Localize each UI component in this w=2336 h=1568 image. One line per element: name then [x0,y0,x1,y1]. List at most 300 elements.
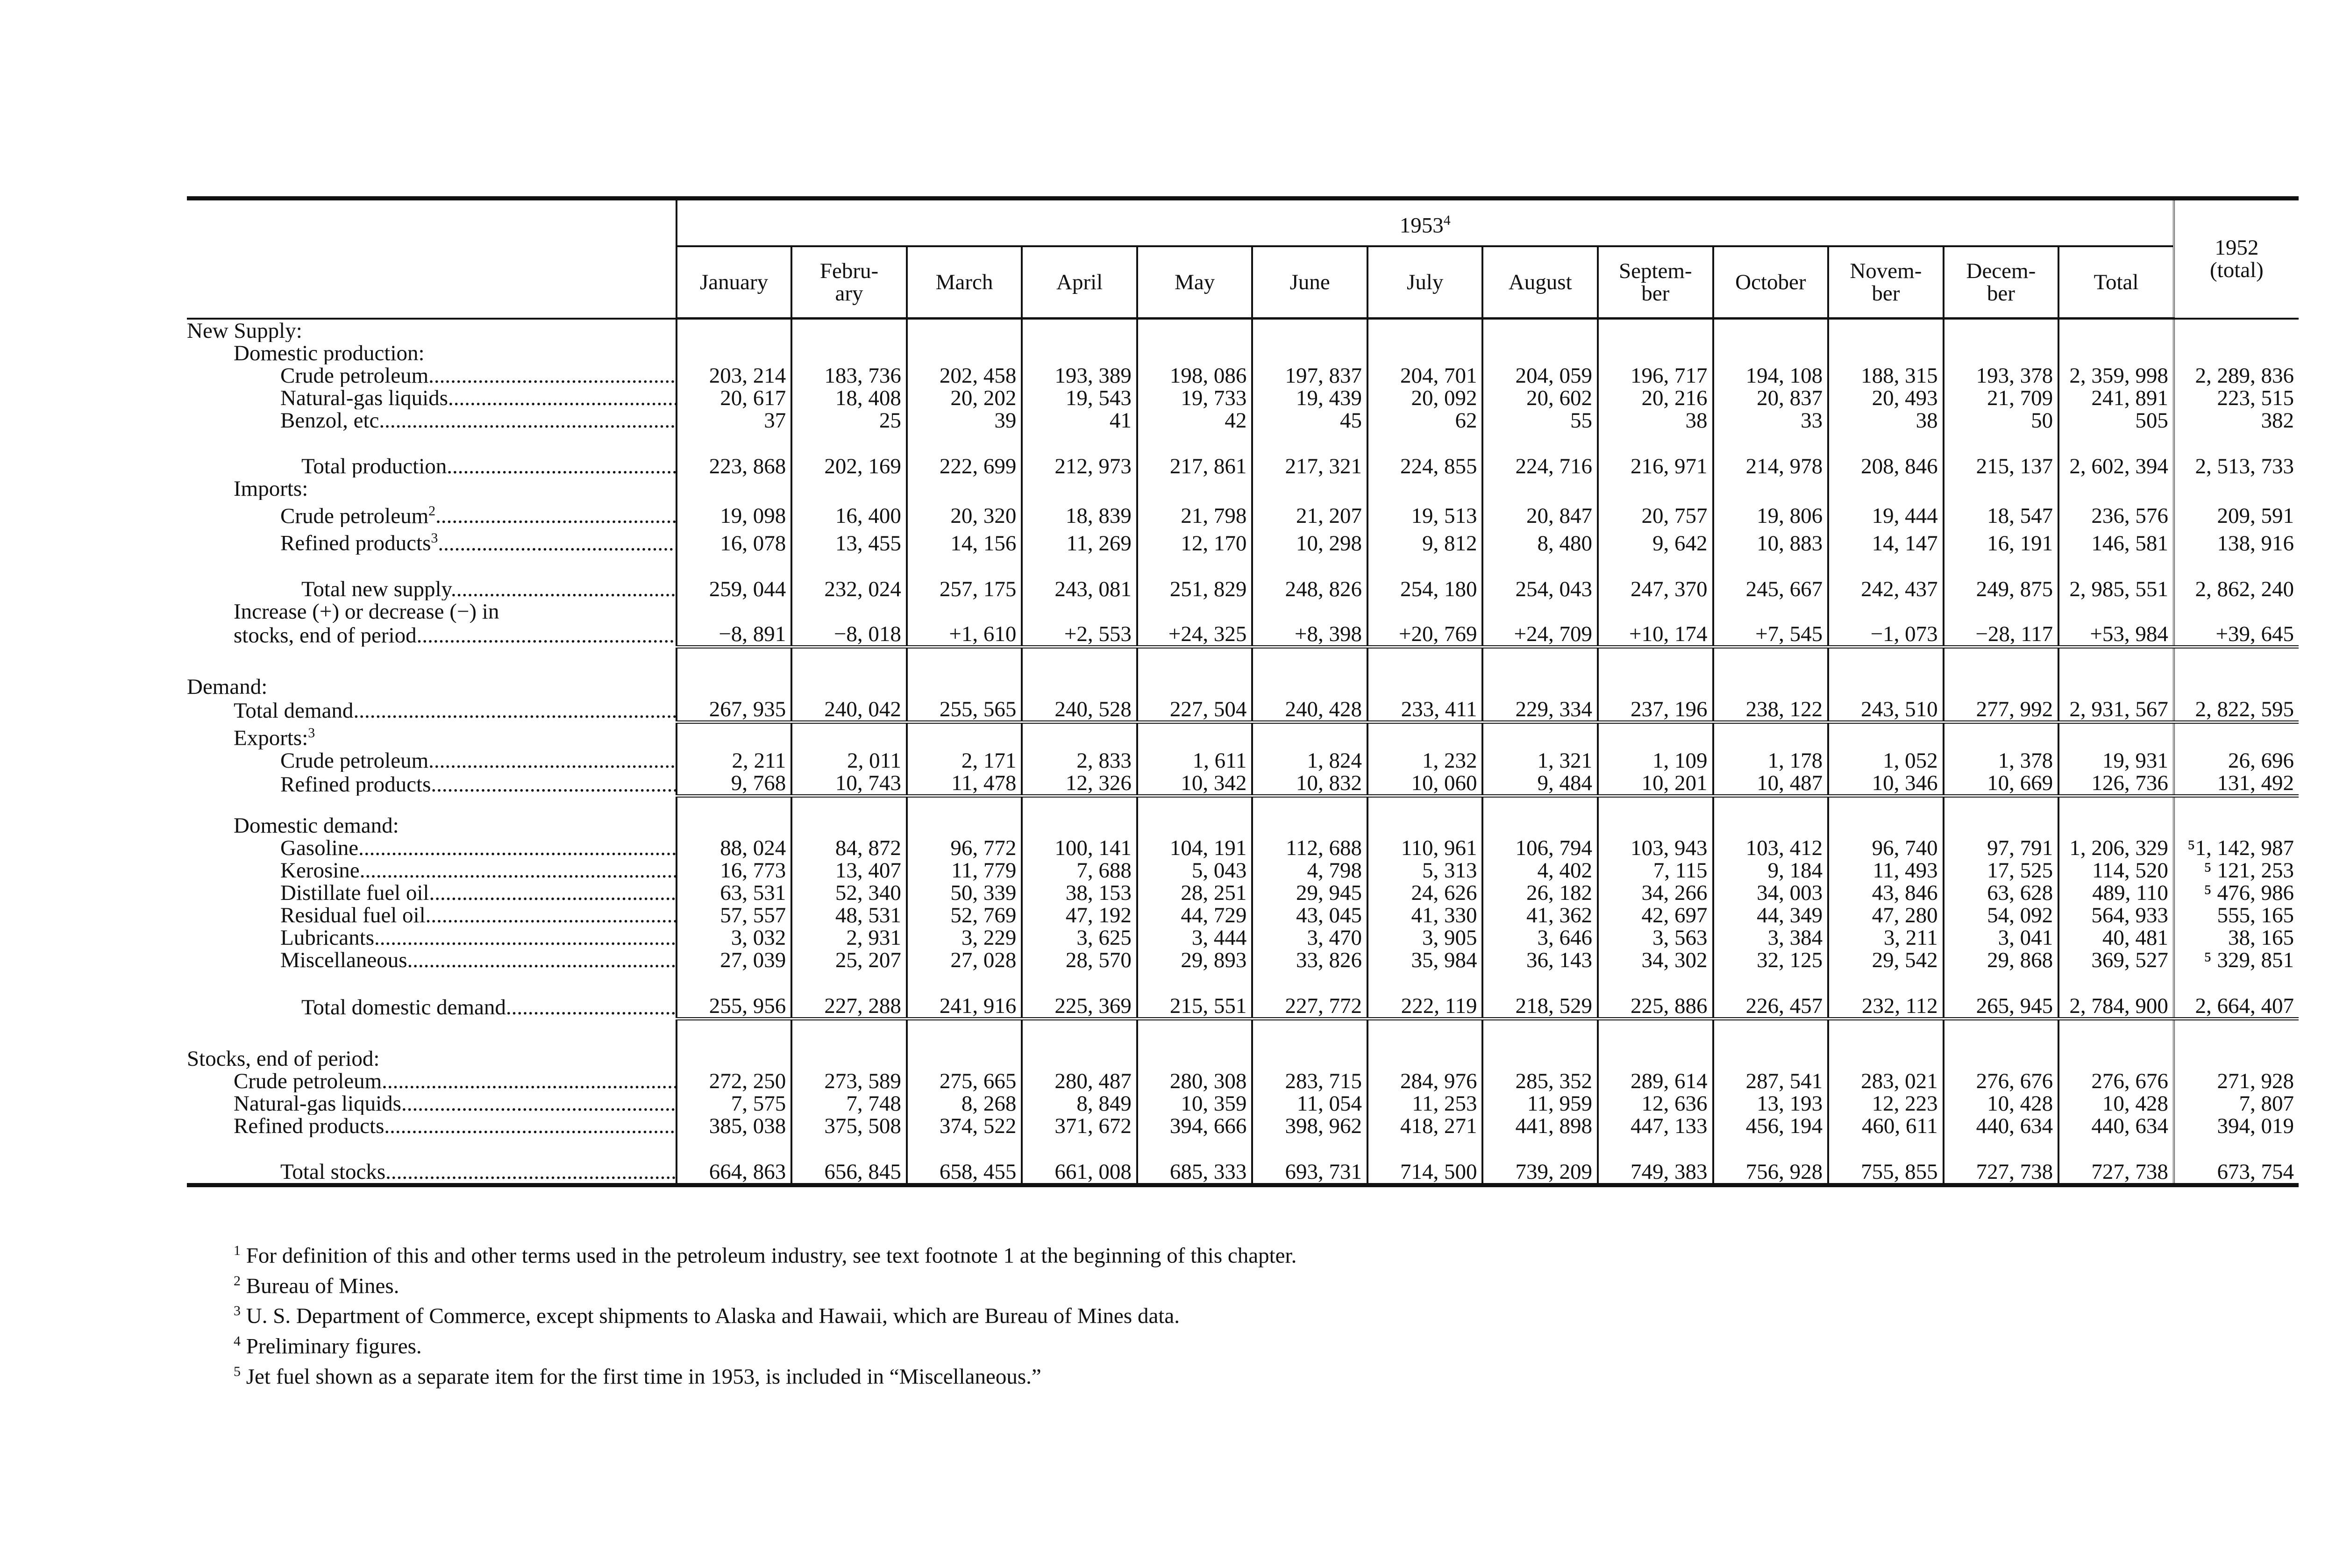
table-cell: 50 [1944,409,2059,432]
spacer-cell [1482,971,1598,988]
month-header-12 [2058,246,2174,319]
spacer-cell [791,796,907,814]
table-cell: 29, 893 [1137,949,1253,971]
table-cell [1022,342,1137,364]
table-cell [2174,319,2299,342]
table-cell [2174,676,2299,698]
table-cell: 63, 628 [1944,882,2059,904]
table-cell: 41 [1022,409,1137,432]
table-cell [1022,478,1137,500]
spacer-cell [1252,1019,1367,1048]
spacer-cell [907,971,1022,988]
table-cell: 40, 481 [2058,927,2174,949]
footnotes [234,1238,1296,1389]
table-cell [1022,722,1137,749]
row-label [187,904,677,927]
table-cell: 661, 008 [1022,1154,1137,1185]
table-cell: 272, 250 [677,1070,792,1092]
table-cell: 385, 038 [677,1115,792,1137]
table-row [187,882,2299,904]
table-cell [2174,814,2299,837]
table-row [187,364,2299,387]
table-row [187,623,2299,647]
month-header-4 [1137,246,1253,319]
table-cell: 273, 589 [791,1070,907,1092]
table-cell [1713,814,1829,837]
table-cell: 38, 165 [2174,927,2299,949]
table-cell: 44, 349 [1713,904,1829,927]
statistics-table-container [187,196,2299,1187]
table-cell: 12, 170 [1137,527,1253,555]
table-cell: 217, 321 [1252,449,1367,478]
spacer-cell [2174,1019,2299,1048]
month-header-label: October [1735,270,1806,294]
table-cell [907,676,1022,698]
table-cell [2174,342,2299,364]
table-cell [2058,676,2174,698]
table-cell: 249, 875 [1944,571,2059,600]
spacer-row [187,555,2299,571]
table-cell: 2, 833 [1022,749,1137,772]
table-cell: 223, 515 [2174,387,2299,409]
table-cell: 12, 636 [1598,1092,1713,1115]
table-cell [1944,1048,2059,1070]
table-cell: 44, 729 [1137,904,1253,927]
table-cell: 10, 487 [1713,772,1829,796]
table-cell [1598,600,1713,623]
month-header-label: July [1407,270,1444,294]
table-cell: 20, 493 [1828,387,1944,409]
table-cell: 225, 369 [1022,988,1137,1019]
table-cell: 11, 253 [1367,1092,1483,1115]
table-cell: 215, 551 [1137,988,1253,1019]
table-cell: 126, 736 [2058,772,2174,796]
table-cell: 259, 044 [677,571,792,600]
spacer-cell [1367,1019,1483,1048]
leader-dots [353,698,676,722]
spacer-cell [1828,1137,1944,1154]
footnote-text: Jet fuel shown as a separate item for the first time in 1953, is included in “Miscellaneous.” [246,1364,1041,1389]
spacer-cell [1367,555,1483,571]
table-cell: 20, 202 [907,387,1022,409]
row-label [187,1048,677,1070]
table-cell [1828,342,1944,364]
table-cell [1367,600,1483,623]
table-cell: 1, 611 [1137,749,1253,772]
table-cell [1598,478,1713,500]
table-cell: 224, 855 [1367,449,1483,478]
table-cell: 232, 112 [1828,988,1944,1019]
table-cell [791,478,907,500]
table-cell: 7, 688 [1022,859,1137,882]
table-cell: 240, 042 [791,698,907,722]
leader-dots [447,454,676,478]
table-cell [1713,600,1829,623]
table-cell [677,478,792,500]
spacer-cell [1713,432,1829,449]
table-cell [1252,722,1367,749]
table-cell: 673, 754 [2174,1154,2299,1185]
table-cell: 441, 898 [1482,1115,1598,1137]
leader-dots [429,882,677,904]
table-cell: 1, 824 [1252,749,1367,772]
table-cell: +24, 325 [1137,623,1253,647]
table-cell: 19, 439 [1252,387,1367,409]
table-cell: 28, 570 [1022,949,1137,971]
table-cell: 727, 738 [1944,1154,2059,1185]
table-cell: 1, 052 [1828,749,1944,772]
table-cell: +24, 709 [1482,623,1598,647]
month-header-9 [1713,246,1829,319]
table-cell [1252,676,1367,698]
table-cell: 216, 971 [1598,449,1713,478]
spacer-cell [907,432,1022,449]
table-cell: 3, 229 [907,927,1022,949]
row-label [187,949,677,971]
table-cell: 21, 798 [1137,500,1253,527]
table-cell: 255, 956 [677,988,792,1019]
month-header-label: Novem- ber [1850,259,1922,306]
leader-dots [506,995,677,1019]
table-cell: 84, 872 [791,837,907,859]
spacer-cell [187,796,677,814]
footnote-text: For definition of this and other terms used in the petroleum industry, see text footnote 1 at the beginning of this chapter. [246,1243,1297,1268]
table-cell: 664, 863 [677,1154,792,1185]
spacer-cell [1713,796,1829,814]
table-cell: 3, 563 [1598,927,1713,949]
table-cell: 96, 772 [907,837,1022,859]
table-cell: 2, 985, 551 [2058,571,2174,600]
table-cell: 456, 194 [1713,1115,1829,1137]
table-cell: 196, 717 [1598,364,1713,387]
spacer-cell [1598,555,1713,571]
table-cell: 3, 646 [1482,927,1598,949]
table-cell: 17, 525 [1944,859,2059,882]
table-cell: 29, 542 [1828,949,1944,971]
table-cell: 1, 109 [1598,749,1713,772]
table-cell: 374, 522 [907,1115,1022,1137]
table-cell [1713,342,1829,364]
footnote-number: 4 [234,1333,241,1349]
table-cell: +20, 769 [1367,623,1483,647]
section-heading-row [187,342,2299,364]
table-cell [791,342,907,364]
table-cell: 242, 437 [1828,571,1944,600]
spacer-cell [1828,647,1944,676]
table-cell [1598,722,1713,749]
table-cell: 20, 092 [1367,387,1483,409]
table-cell: 62 [1367,409,1483,432]
table-cell: 45 [1252,409,1367,432]
table-cell [677,319,792,342]
table-cell [791,319,907,342]
table-cell [677,722,792,749]
table-cell: 251, 829 [1137,571,1253,600]
table-cell: 10, 298 [1252,527,1367,555]
table-cell [1137,478,1253,500]
table-cell [2058,722,2174,749]
table-cell: 204, 701 [1367,364,1483,387]
table-cell: 11, 779 [907,859,1022,882]
row-label [187,387,677,409]
leader-dots [426,904,677,927]
table-cell: −1, 073 [1828,623,1944,647]
row-label-text: Refined products [280,531,431,555]
spacer-row [187,432,2299,449]
row-label [187,1092,677,1115]
table-cell: 283, 715 [1252,1070,1367,1092]
spacer-cell [1137,1137,1253,1154]
spacer-cell [2058,796,2174,814]
spacer-cell [1482,432,1598,449]
table-cell: 222, 699 [907,449,1022,478]
spacer-cell [1828,555,1944,571]
row-label [187,527,677,555]
table-cell: 131, 492 [2174,772,2299,796]
table-cell: 245, 667 [1713,571,1829,600]
row-label-text: Kerosine [280,859,360,882]
leader-dots [417,623,677,647]
month-header-5 [1252,246,1367,319]
table-cell: 20, 757 [1598,500,1713,527]
table-row [187,772,2299,796]
table-cell: 222, 119 [1367,988,1483,1019]
table-cell: 254, 180 [1367,571,1483,600]
spacer-cell [1944,432,2059,449]
table-cell: 2, 359, 998 [2058,364,2174,387]
spacer-cell [2058,971,2174,988]
table-cell [1828,600,1944,623]
spacer-cell [1137,1019,1253,1048]
table-cell [1022,319,1137,342]
table-cell: 10, 669 [1944,772,2059,796]
spacer-cell [1944,971,2059,988]
month-header-label: June [1289,270,1330,294]
table-row [187,837,2299,859]
table-cell: +39, 645 [2174,623,2299,647]
footnote-4 [234,1329,1296,1359]
leader-dots [358,837,677,859]
spacer-cell [2058,432,2174,449]
table-cell: 20, 617 [677,387,792,409]
table-cell: 203, 214 [677,364,792,387]
spacer-cell [1598,796,1713,814]
table-cell: 3, 444 [1137,927,1253,949]
spacer-cell [1713,555,1829,571]
leader-dots [435,504,677,527]
month-header-label: March [935,270,993,294]
leader-dots [385,1160,677,1184]
table-cell: 10, 342 [1137,772,1253,796]
table-cell [677,342,792,364]
spacer-cell [2174,971,2299,988]
table-cell [1482,319,1598,342]
table-cell: 8, 849 [1022,1092,1137,1115]
row-label-text: New Supply: [187,318,302,342]
table-cell: 285, 352 [1482,1070,1598,1092]
table-cell [1828,722,1944,749]
spacer-cell [1713,1019,1829,1048]
spacer-cell [907,1019,1022,1048]
table-cell: 112, 688 [1252,837,1367,859]
table-cell: 183, 736 [791,364,907,387]
table-cell: 1, 232 [1367,749,1483,772]
table-cell: 202, 169 [791,449,907,478]
table-row [187,749,2299,772]
table-cell [791,1048,907,1070]
spacer-row [187,796,2299,814]
spacer-cell [187,1137,677,1154]
row-label [187,859,677,882]
table-cell: 8, 480 [1482,527,1598,555]
month-header-11 [1944,246,2059,319]
footnote-text: U. S. Department of Commerce, except shipments to Alaska and Hawaii, which are Bureau of Mines data. [246,1304,1180,1328]
table-cell [2058,319,2174,342]
table-cell [1598,319,1713,342]
table-cell [1022,676,1137,698]
table-cell: 241, 916 [907,988,1022,1019]
spacer-cell [1367,432,1483,449]
spacer-cell [1944,1137,2059,1154]
table-cell [1367,478,1483,500]
month-header-label: Decem- ber [1966,259,2036,306]
table-cell [1367,1048,1483,1070]
table-cell: 9, 642 [1598,527,1713,555]
table-cell [1713,676,1829,698]
spacer-cell [907,647,1022,676]
row-label-text: Total production [301,454,447,478]
table-cell: 138, 916 [2174,527,2299,555]
leader-dots [448,387,677,409]
table-cell [1482,814,1598,837]
table-cell: +2, 553 [1022,623,1137,647]
table-cell: 658, 455 [907,1154,1022,1185]
row-label-text: Refined products [234,1114,385,1137]
table-cell: 50, 339 [907,882,1022,904]
table-cell: ⁵ 329, 851 [2174,949,2299,971]
table-cell: 16, 773 [677,859,792,882]
table-cell [1598,342,1713,364]
table-cell [907,814,1022,837]
table-cell: 276, 676 [2058,1070,2174,1092]
table-cell [1022,600,1137,623]
month-header-label: Total [2094,270,2139,294]
spacer-cell [1022,432,1137,449]
table-cell: 20, 602 [1482,387,1598,409]
row-label [187,500,677,527]
table-cell: 4, 402 [1482,859,1598,882]
spacer-cell [1482,1019,1598,1048]
table-cell: 267, 935 [677,698,792,722]
table-cell [1482,722,1598,749]
table-cell [1137,814,1253,837]
table-cell: 103, 943 [1598,837,1713,859]
spacer-cell [791,1137,907,1154]
row-label [187,1154,677,1185]
spacer-cell [1022,971,1137,988]
table-cell: 10, 428 [2058,1092,2174,1115]
section-heading-row [187,478,2299,500]
month-header-label: August [1508,270,1572,294]
table-cell: 440, 634 [1944,1115,2059,1137]
table-cell [1828,814,1944,837]
table-cell [907,342,1022,364]
row-label-text: Refined products [280,772,431,796]
table-cell: 43, 846 [1828,882,1944,904]
table-body [187,319,2299,1185]
table-cell: 215, 137 [1944,449,2059,478]
row-label [187,722,677,749]
section-heading-row [187,676,2299,698]
row-label [187,988,677,1019]
table-cell: 38 [1598,409,1713,432]
spacer-cell [1252,432,1367,449]
spacer-cell [1252,555,1367,571]
table-cell: 193, 378 [1944,364,2059,387]
table-cell: 20, 837 [1713,387,1829,409]
table-cell: 35, 984 [1367,949,1483,971]
table-cell: 19, 098 [677,500,792,527]
table-cell [1828,1048,1944,1070]
year-header-row [187,199,2299,247]
table-cell: 36, 143 [1482,949,1598,971]
table-cell [1367,319,1483,342]
table-cell [1367,814,1483,837]
table-cell: 42 [1137,409,1253,432]
table-cell: 218, 529 [1482,988,1598,1019]
table-cell: 10, 428 [1944,1092,2059,1115]
footnote-mark: 3 [431,530,438,546]
table-cell: 57, 557 [677,904,792,927]
table-cell: 247, 370 [1598,571,1713,600]
row-label [187,342,677,364]
spacer-cell [1137,647,1253,676]
table-cell: 32, 125 [1713,949,1829,971]
year-group-label: 1953 [1399,213,1444,238]
table-cell: 110, 961 [1367,837,1483,859]
row-label [187,927,677,949]
spacer-cell [1252,971,1367,988]
table-cell: 26, 696 [2174,749,2299,772]
row-label-text: Domestic demand: [234,814,399,837]
table-row [187,409,2299,432]
spacer-cell [1137,432,1253,449]
table-cell [2174,1048,2299,1070]
spacer-cell [1367,1137,1483,1154]
table-cell [1713,722,1829,749]
table-cell [1252,600,1367,623]
leader-dots [401,1092,677,1115]
row-label [187,1115,677,1137]
table-cell: 202, 458 [907,364,1022,387]
table-cell: 11, 478 [907,772,1022,796]
table-cell: 3, 625 [1022,927,1137,949]
table-cell: 52, 340 [791,882,907,904]
table-header [187,199,2299,319]
row-label-text: Total domestic demand [301,995,506,1019]
leader-dots [428,749,677,772]
table-cell: 3, 384 [1713,927,1829,949]
spacer-cell [187,971,677,988]
table-cell: ⁵ 121, 253 [2174,859,2299,882]
table-cell: 16, 078 [677,527,792,555]
spacer-cell [791,432,907,449]
table-cell: 100, 141 [1022,837,1137,859]
spacer-cell [1252,796,1367,814]
table-cell [677,676,792,698]
section-heading-row [187,600,2299,623]
spacer-cell [2058,1019,2174,1048]
